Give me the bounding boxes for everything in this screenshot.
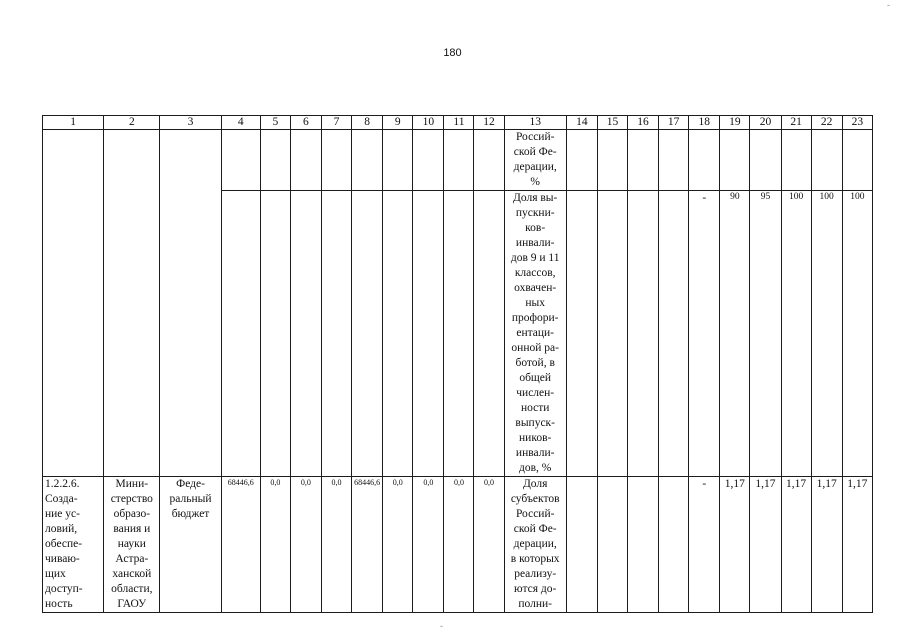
indicator-line: ются до-: [514, 583, 557, 595]
col-header: 18: [689, 116, 720, 130]
cell-col12: [474, 191, 504, 477]
col-header: 15: [597, 116, 627, 130]
col-header: 11: [444, 116, 474, 130]
indicator-line: пускни-: [515, 207, 555, 219]
col-header: 7: [321, 116, 351, 130]
cell-col10: [413, 130, 444, 191]
indicator-line: инвали-: [515, 447, 555, 459]
indicator-line: Доля вы-: [513, 192, 558, 204]
cell-col21: 1,17: [781, 477, 811, 613]
cell-col9: 0,0: [383, 477, 413, 613]
indicator-line: дерации,: [513, 161, 557, 173]
cell-col14: [566, 477, 597, 613]
cell-col19: 90: [720, 191, 750, 477]
data-table: [42, 115, 873, 613]
cell-col4: 68446,6: [221, 477, 260, 613]
indicator-line: выпуск-: [515, 417, 555, 429]
executor-line: стерство: [110, 493, 153, 505]
indicator-line: ных: [525, 297, 545, 309]
indicator-line: ности: [520, 402, 550, 414]
indicator-line: охвачен-: [514, 282, 557, 294]
indicator-cell: [504, 191, 566, 477]
cell-col23: 100: [842, 191, 872, 477]
col-header: 8: [352, 116, 383, 130]
scan-speck: -: [887, 0, 890, 10]
funding-line: бюджет: [171, 508, 210, 520]
col-header: 19: [720, 116, 750, 130]
col-header: 20: [750, 116, 781, 130]
indicator-cell: [504, 130, 566, 191]
cell-col4: [221, 130, 260, 191]
indicator-line: дерации,: [513, 538, 557, 550]
indicator-line: в которых: [510, 553, 560, 565]
indicator-line: ников-: [519, 432, 552, 444]
cell-col8: [352, 191, 383, 477]
cell-col17: [659, 130, 689, 191]
cell-col5: 0,0: [260, 477, 290, 613]
indicator-line: числен-: [516, 387, 555, 399]
col-header: 6: [290, 116, 321, 130]
activity-line: чиваю-: [45, 553, 80, 565]
indicator-line: %: [530, 176, 540, 188]
cell-col5: [260, 191, 290, 477]
activity-line: обеспе-: [45, 538, 83, 550]
cell-col20: 95: [750, 191, 781, 477]
cell-col4: [221, 191, 260, 477]
cell-col10: [413, 191, 444, 477]
activity-code-cell: [43, 477, 104, 613]
col-header: 9: [383, 116, 413, 130]
executor-line: Астра-: [115, 553, 149, 565]
cell-col7: [321, 130, 351, 191]
cell-col19: [720, 130, 750, 191]
cell-col20: 1,17: [750, 477, 781, 613]
cell-col6: [290, 191, 321, 477]
cell-col10: 0,0: [413, 477, 444, 613]
indicator-line: Россий-: [515, 508, 555, 520]
executor-line: Мини-: [115, 478, 149, 490]
cell-col21: 100: [781, 191, 811, 477]
cell-col15: [597, 477, 627, 613]
cell-col21: [781, 130, 811, 191]
col-header: 4: [221, 116, 260, 130]
col-header: 14: [566, 116, 597, 130]
scan-speck: -: [440, 621, 443, 631]
col-header: 1: [43, 116, 104, 130]
cell-col7: [321, 191, 351, 477]
activity-line: ние ус-: [45, 508, 80, 520]
indicator-line: реализу-: [514, 568, 557, 580]
indicator-line: общей: [519, 372, 552, 384]
indicator-line: ентаци-: [516, 327, 555, 339]
cell-col19: 1,17: [720, 477, 750, 613]
cell-col14: [566, 191, 597, 477]
cell-col22: 100: [811, 191, 842, 477]
executor-line: образо-: [113, 508, 151, 520]
indicator-line: Доля: [522, 478, 548, 490]
cell-col1: [43, 130, 104, 477]
cell-col20: [750, 130, 781, 191]
cell-col16: [628, 191, 659, 477]
col-header: 17: [659, 116, 689, 130]
cell-col12: [474, 130, 504, 191]
indicator-line: Россий-: [515, 131, 555, 143]
indicator-line: дов 9 и 11: [510, 252, 560, 264]
col-header: 2: [104, 116, 160, 130]
col-header: 16: [628, 116, 659, 130]
cell-col18: -: [689, 191, 720, 477]
funding-line: ральный: [169, 493, 212, 505]
cell-col22: 1,17: [811, 477, 842, 613]
col-header: 23: [842, 116, 872, 130]
cell-col16: [628, 130, 659, 191]
col-header: 12: [474, 116, 504, 130]
executor-line: ханской: [112, 568, 152, 580]
cell-col15: [597, 191, 627, 477]
indicator-line: онной ра-: [511, 342, 559, 354]
cell-col11: [444, 191, 474, 477]
activity-line: щих: [45, 568, 66, 580]
executor-line: вания и: [113, 523, 151, 535]
indicator-line: субъектов: [510, 493, 560, 505]
indicator-cell: [504, 477, 566, 613]
executor-line: науки: [117, 538, 146, 550]
table-row: [43, 130, 873, 191]
executor-cell: [104, 477, 160, 613]
cell-col8: 68446,6: [352, 477, 383, 613]
cell-col6: [290, 130, 321, 191]
indicator-line: ботой, в: [515, 357, 555, 369]
cell-col18: [689, 130, 720, 191]
activity-line: ность: [45, 598, 73, 610]
indicator-line: ской Фе-: [513, 523, 557, 535]
col-header: 21: [781, 116, 811, 130]
indicator-line: дов, %: [519, 462, 552, 474]
executor-line: области,: [111, 583, 153, 595]
cell-col8: [352, 130, 383, 191]
activity-line: ловий,: [45, 523, 78, 535]
cell-col17: [659, 477, 689, 613]
cell-col23: 1,17: [842, 477, 872, 613]
cell-col9: [383, 130, 413, 191]
cell-col2: [104, 130, 160, 477]
indicator-line: ской Фе-: [513, 146, 557, 158]
col-header: 22: [811, 116, 842, 130]
cell-col5: [260, 130, 290, 191]
col-header: 3: [160, 116, 221, 130]
cell-col16: [628, 477, 659, 613]
activity-line: доступ-: [45, 583, 83, 595]
executor-line: ГАОУ: [117, 598, 147, 610]
col-header: 5: [260, 116, 290, 130]
col-header: 13: [504, 116, 566, 130]
table-row: [43, 477, 873, 613]
cell-col18: -: [689, 477, 720, 613]
cell-col12: 0,0: [474, 477, 504, 613]
indicator-line: инвали-: [515, 237, 555, 249]
cell-col7: 0,0: [321, 477, 351, 613]
activity-line: 1.2.2.6.: [45, 478, 80, 490]
cell-col23: [842, 130, 872, 191]
page-number: 180: [443, 47, 462, 59]
cell-col9: [383, 191, 413, 477]
indicator-line: профори-: [511, 312, 559, 324]
cell-col11: 0,0: [444, 477, 474, 613]
cell-col3: [160, 130, 221, 477]
cell-col11: [444, 130, 474, 191]
funding-source-cell: [160, 477, 221, 613]
cell-col14: [566, 130, 597, 191]
activity-line: Созда-: [45, 493, 78, 505]
col-header: 10: [413, 116, 444, 130]
indicator-line: ков-: [525, 222, 546, 234]
indicator-line: классов,: [514, 267, 556, 279]
funding-line: Феде-: [176, 478, 205, 490]
cell-col22: [811, 130, 842, 191]
cell-col17: [659, 191, 689, 477]
indicator-line: полни-: [518, 598, 552, 610]
header-row: [43, 116, 873, 130]
cell-col15: [597, 130, 627, 191]
cell-col6: 0,0: [290, 477, 321, 613]
